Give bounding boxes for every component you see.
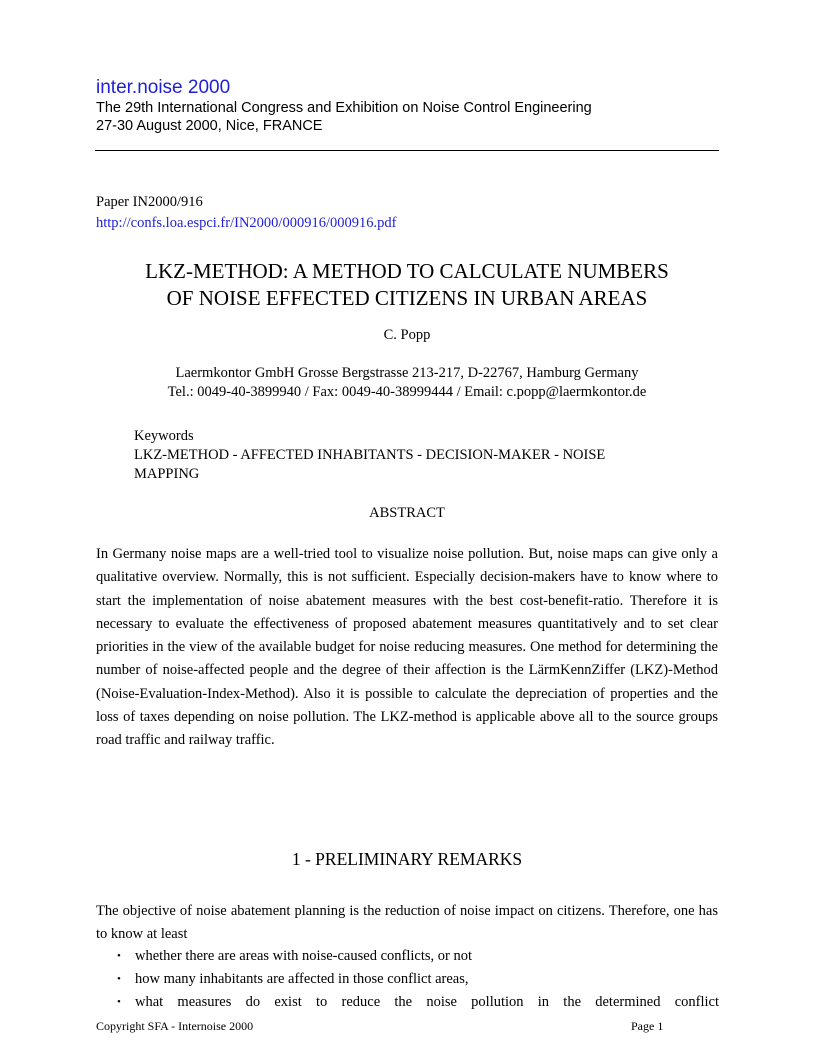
- author-contact: Tel.: 0049-40-3899940 / Fax: 0049-40-38999444 / Email: c.popp@laermkontor.de: [167, 384, 647, 400]
- list-item-text: how many inhabitants are affected in those conflict areas,: [135, 971, 469, 987]
- header-divider: [95, 150, 719, 151]
- conference-name: inter.noise 2000: [96, 77, 231, 98]
- title-line-2: OF NOISE EFFECTED CITIZENS IN URBAN AREAS: [166, 286, 648, 310]
- abstract-heading: ABSTRACT: [369, 505, 445, 521]
- keywords-line-2: MAPPING: [134, 466, 200, 482]
- bullet-icon: •: [117, 950, 121, 962]
- paper-title: [96, 258, 718, 312]
- section-intro: The objective of noise abatement planning is the reduction of noise impact on citizens. Therefore, one has to know at least: [96, 903, 718, 942]
- bullet-icon: •: [117, 996, 121, 1008]
- page-number: Page 1: [631, 1019, 664, 1033]
- paper-url-link[interactable]: http://confs.loa.espci.fr/IN2000/000916/000916.pdf: [96, 215, 397, 231]
- paper-id: Paper IN2000/916: [96, 194, 203, 210]
- requirements-list: [115, 945, 719, 1014]
- bullet-icon: •: [117, 973, 121, 985]
- keywords-heading: Keywords: [134, 428, 194, 444]
- section-heading: 1 - PRELIMINARY REMARKS: [291, 849, 523, 869]
- congress-title: The 29th International Congress and Exhibition on Noise Control Engineering: [96, 100, 592, 116]
- footer-copyright: Copyright SFA - Internoise 2000: [96, 1019, 254, 1033]
- list-item-text: whether there are areas with noise-caused conflicts, or not: [135, 948, 472, 964]
- author-name: C. Popp: [383, 327, 431, 343]
- keywords-line-1: LKZ-METHOD - AFFECTED INHABITANTS - DECISION-MAKER - NOISE: [134, 447, 606, 463]
- abstract-text: In Germany noise maps are a well-tried tool to visualize noise pollution. But, noise maps can give only a qualitative overview. Normally, this is not sufficient. Especially decision-makers have to know where to start the implementation of noise abatement measures with the best cost-benefit-ratio. Therefore it is necessary to evaluate the effectiveness of proposed abatement measures quantitatively and to set clear priorities in the view of the available budget for noise reducing measures. One method for determining the number of noise-affected people and the degree of their affection is the LärmKennZiffer (LKZ)-Method (Noise-Evaluation-Index-Method). Also it is possible to calculate the depreciation of properties and the loss of taxes depending on noise pollution. The LKZ-method is applicable above all to the source groups road traffic and railway traffic.: [96, 546, 718, 749]
- list-item-text: what measures do exist to reduce the noise pollution in the determined conflict: [135, 994, 719, 1010]
- list-item: [115, 968, 719, 991]
- conference-dates: 27-30 August 2000, Nice, FRANCE: [96, 118, 323, 134]
- list-item: [115, 991, 719, 1014]
- author-affiliation: Laermkontor GmbH Grosse Bergstrasse 213-217, D-22767, Hamburg Germany: [175, 365, 639, 381]
- list-item: [115, 945, 719, 968]
- title-line-1: LKZ-METHOD: A METHOD TO CALCULATE NUMBERS: [145, 259, 669, 283]
